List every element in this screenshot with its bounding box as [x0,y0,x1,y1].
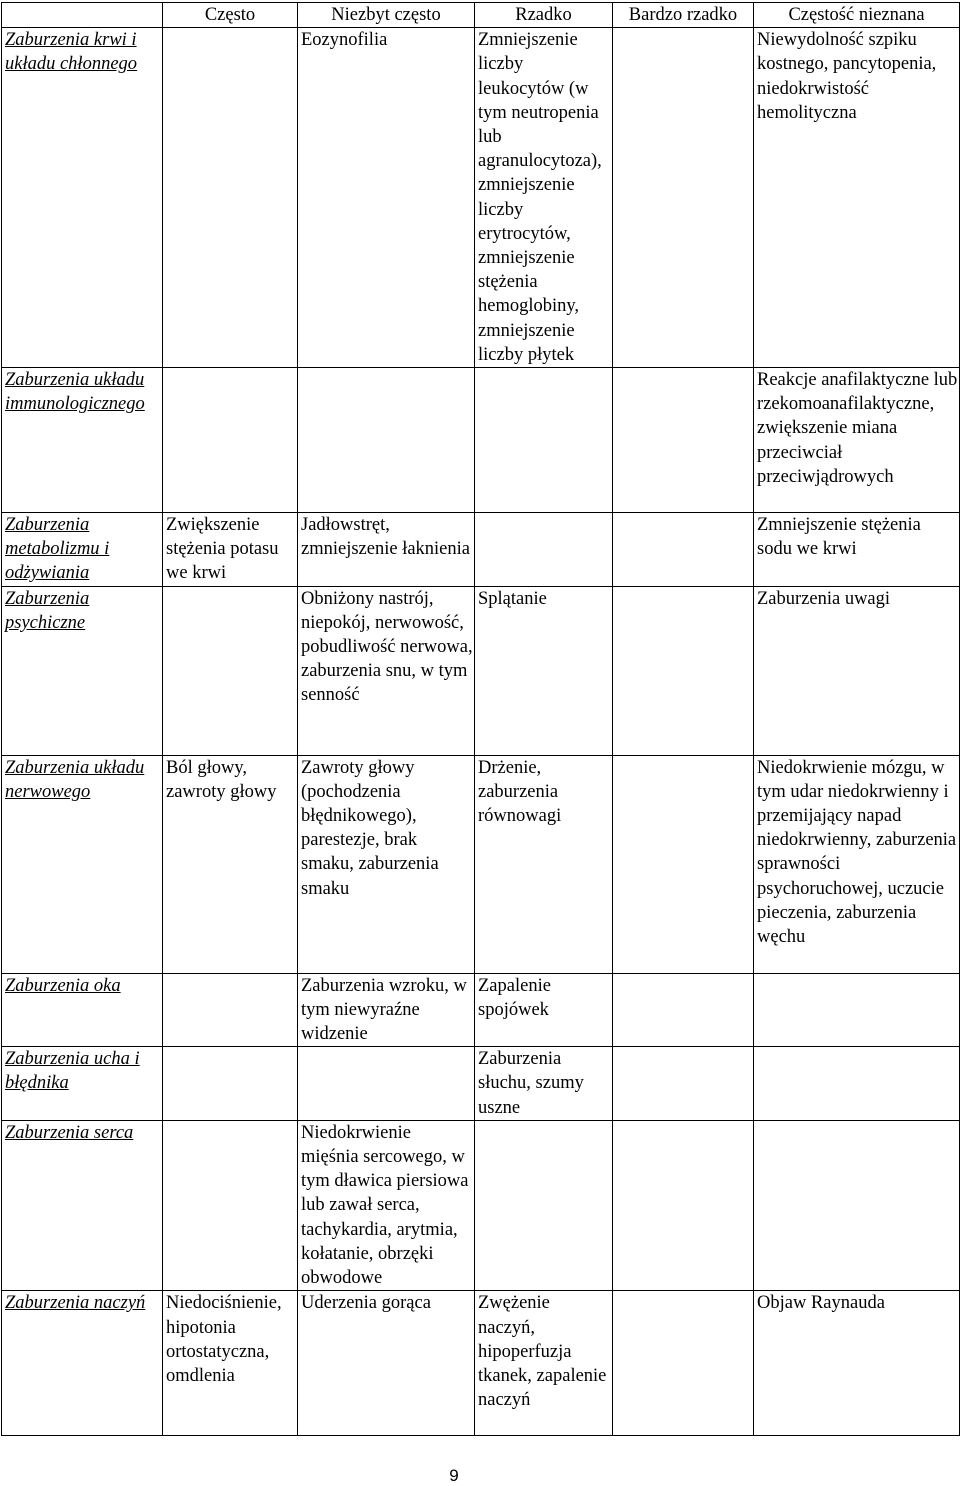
niezbyt-czesto-cell: Obniżony nastrój, niepokój, nerwowość, pobudliwość nerwowa, zaburzenia snu, w tym senność [298,586,475,755]
czesto-cell [163,973,298,1047]
bardzo-rzadko-cell [613,755,754,973]
organ-class-cell: Zaburzenia układu immunologicznego [2,368,163,513]
bardzo-rzadko-cell [613,28,754,368]
rzadko-cell: Drżenie, zaburzenia równowagi [475,755,613,973]
czesto-cell [163,1120,298,1290]
table-row [2,586,960,755]
adverse-reactions-table [1,2,960,1436]
header-niezbyt-czesto: Niezbyt często [298,3,475,28]
table-row [2,973,960,1047]
header-bardzo-rzadko: Bardzo rzadko [613,3,754,28]
rzadko-cell [475,368,613,513]
czesto-cell: Niedociśnienie, hipotonia ortostatyczna, omdlenia [163,1291,298,1436]
header-row [2,3,960,28]
niezbyt-czesto-cell [298,1047,475,1121]
organ-class-cell: Zaburzenia oka [2,973,163,1047]
czestosc-nieznana-cell: Niedokrwienie mózgu, w tym udar niedokrwienny i przemijający napad niedokrwienny, zaburzenia sprawności psychoruchowej, uczucie pieczenia, zaburzenia węchu [754,755,960,973]
czesto-cell: Ból głowy, zawroty głowy [163,755,298,973]
czesto-cell [163,1047,298,1121]
czesto-cell [163,368,298,513]
czesto-cell: Zwiększenie stężenia potasu we krwi [163,513,298,587]
czesto-cell [163,28,298,368]
organ-class-cell: Zaburzenia serca [2,1120,163,1290]
rzadko-cell: Zapalenie spojówek [475,973,613,1047]
page-number: 9 [449,1466,459,1485]
bardzo-rzadko-cell [613,1047,754,1121]
rzadko-cell: Zwężenie naczyń, hipoperfuzja tkanek, zapalenie naczyń [475,1291,613,1436]
bardzo-rzadko-cell [613,1291,754,1436]
organ-class-cell: Zaburzenia ucha i błędnika [2,1047,163,1121]
czestosc-nieznana-cell: Reakcje anafilaktyczne lub rzekomoanafilaktyczne, zwiększenie miana przeciwciał przeciwjądrowych [754,368,960,513]
bardzo-rzadko-cell [613,973,754,1047]
table-row [2,1291,960,1436]
organ-class-cell: Zaburzenia psychiczne [2,586,163,755]
niezbyt-czesto-cell: Uderzenia gorąca [298,1291,475,1436]
czestosc-nieznana-cell [754,1120,960,1290]
czestosc-nieznana-cell: Niewydolność szpiku kostnego, pancytopenia, niedokrwistość hemolityczna [754,28,960,368]
rzadko-cell [475,1120,613,1290]
czesto-cell [163,586,298,755]
header-czesto: Często [163,3,298,28]
niezbyt-czesto-cell: Niedokrwienie mięśnia sercowego, w tym dławica piersiowa lub zawał serca, tachykardia, arytmia, kołatanie, obrzęki obwodowe [298,1120,475,1290]
niezbyt-czesto-cell: Eozynofilia [298,28,475,368]
czestosc-nieznana-cell: Objaw Raynauda [754,1291,960,1436]
bardzo-rzadko-cell [613,586,754,755]
header-organ [2,3,163,28]
rzadko-cell: Zaburzenia słuchu, szumy uszne [475,1047,613,1121]
rzadko-cell [475,513,613,587]
niezbyt-czesto-cell: Zawroty głowy (pochodzenia błędnikowego), parestezje, brak smaku, zaburzenia smaku [298,755,475,973]
rzadko-cell: Splątanie [475,586,613,755]
organ-class-cell: Zaburzenia układu nerwowego [2,755,163,973]
header-czestosc-nieznana: Częstość nieznana [754,3,960,28]
organ-class-cell: Zaburzenia naczyń [2,1291,163,1436]
organ-class-cell: Zaburzenia metabolizmu i odżywiania [2,513,163,587]
table-row [2,513,960,587]
rzadko-cell: Zmniejszenie liczby leukocytów (w tym neutropenia lub agranulocytoza), zmniejszenie liczby erytrocytów, zmniejszenie stężenia hemoglobiny, zmniejszenie liczby płytek [475,28,613,368]
bardzo-rzadko-cell [613,1120,754,1290]
table-row [2,755,960,973]
table-row [2,368,960,513]
header-rzadko: Rzadko [475,3,613,28]
bardzo-rzadko-cell [613,513,754,587]
czestosc-nieznana-cell [754,973,960,1047]
czestosc-nieznana-cell: Zaburzenia uwagi [754,586,960,755]
bardzo-rzadko-cell [613,368,754,513]
niezbyt-czesto-cell: Jadłowstręt, zmniejszenie łaknienia [298,513,475,587]
czestosc-nieznana-cell: Zmniejszenie stężenia sodu we krwi [754,513,960,587]
niezbyt-czesto-cell: Zaburzenia wzroku, w tym niewyraźne widzenie [298,973,475,1047]
table-row [2,1047,960,1121]
niezbyt-czesto-cell [298,368,475,513]
czestosc-nieznana-cell [754,1047,960,1121]
table-row [2,28,960,368]
table-row [2,1120,960,1290]
organ-class-cell: Zaburzenia krwi i układu chłonnego [2,28,163,368]
